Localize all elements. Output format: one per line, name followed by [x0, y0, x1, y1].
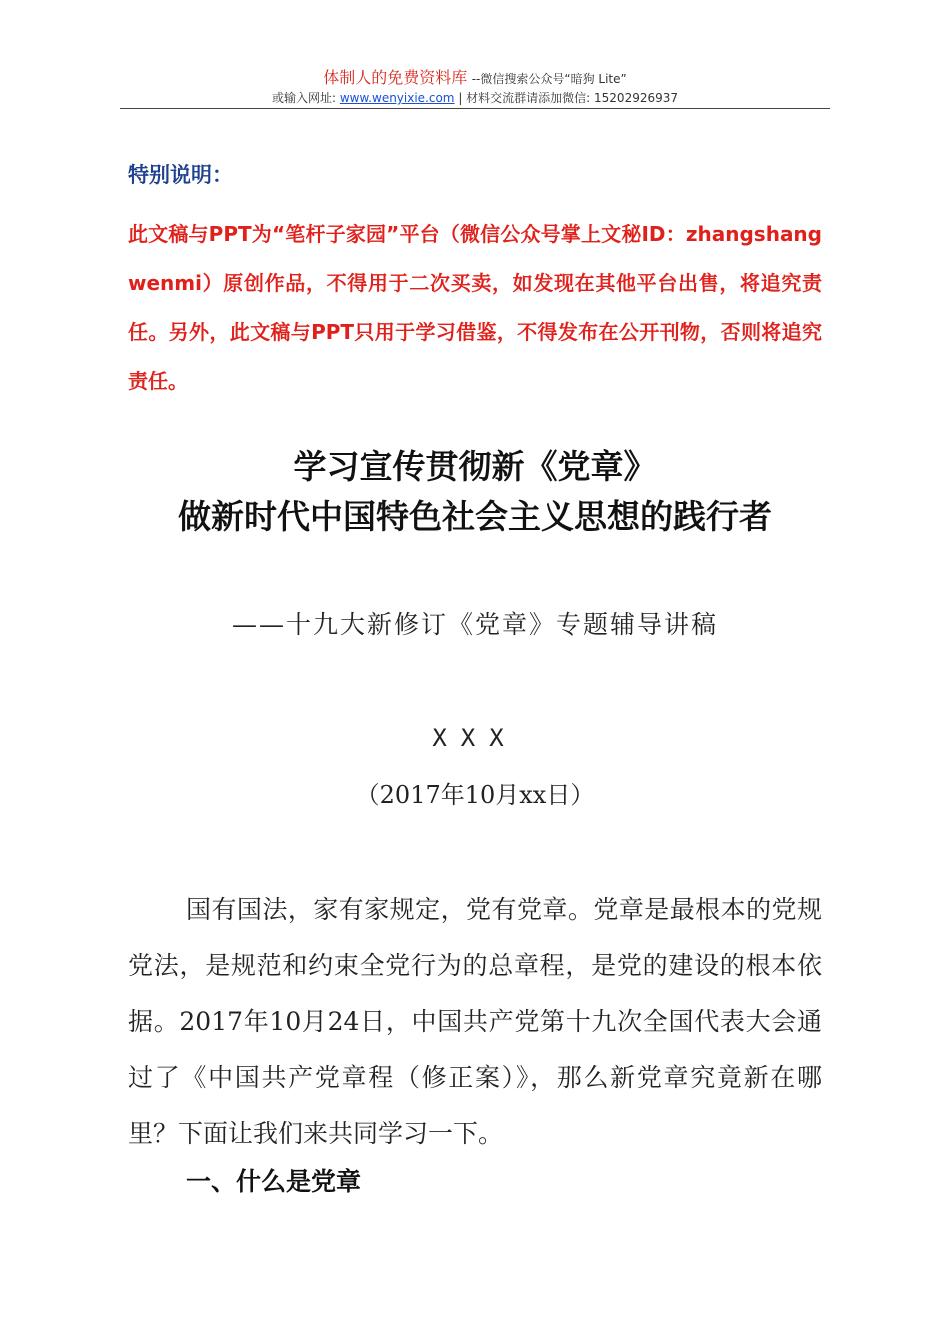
header-line-contact	[120, 89, 830, 107]
header-wechat-contact: | 材料交流群请添加微信: 15202926937	[454, 91, 679, 105]
header-url-prefix: 或输入网址:	[271, 91, 340, 105]
notice-heading: 特别说明：	[128, 163, 233, 187]
header-line-brand	[120, 68, 830, 89]
page-header	[120, 68, 830, 107]
title-line-2: 做新时代中国特色社会主义思想的践行者	[178, 497, 772, 536]
title-line-1: 学习宣传贯彻新《党章》	[293, 447, 657, 486]
notice-body: 此文稿与PPT为“笔杆子家园”平台（微信公众号掌上文秘ID：zhangshangwenmi）原创作品，不得用于二次买卖，如发现在其他平台出售，将追究责任。另外，此文稿与PPT只用于学习借鉴，不得发布在公开刊物，否则将追究责任。	[128, 222, 822, 393]
document-date: （2017年10月xx日）	[355, 781, 595, 809]
document-subtitle: ——十九大新修订《党章》专题辅导讲稿	[231, 610, 718, 639]
header-tagline: --微信搜索公众号“暗狗 Lite”	[471, 72, 627, 86]
section-heading-1: 一、什么是党章	[186, 1167, 362, 1196]
header-website-link[interactable]: www.wenyixie.com	[339, 91, 455, 105]
header-brand: 体制人的免费资料库	[323, 68, 468, 87]
document-title	[0, 442, 950, 542]
intro-paragraph: 国有国法，家有家规定，党有党章。党章是最根本的党规党法，是规范和约束全党行为的总章程，是党的建设的根本依据。2017年10月24日，中国共产党第十九次全国代表大会通过了《中国共产党章程（修正案）》，那么新党章究竟新在哪里？下面让我们来共同学习一下。	[128, 895, 822, 1148]
header-divider	[120, 108, 830, 109]
document-author: XXX	[432, 724, 518, 752]
